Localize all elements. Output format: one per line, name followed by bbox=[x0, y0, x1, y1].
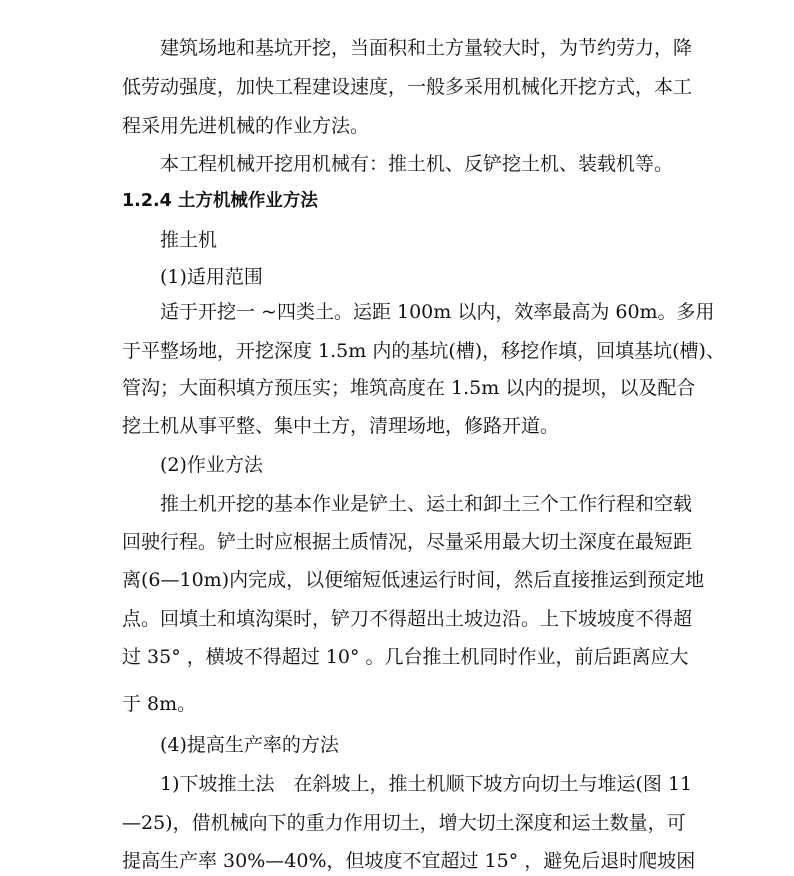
paragraph-line: 低劳动强度，加快工程建设速度，一般多采用机械化开挖方式，本工 bbox=[122, 76, 693, 98]
paragraph-line: —25)，借机械向下的重力作用切土，增大切土深度和运土数量，可 bbox=[122, 812, 686, 834]
paragraph-line: 挖土机从事平整、集中土方，清理场地，修路开道。 bbox=[122, 415, 560, 437]
paragraph-line: 1)下坡推土法 在斜坡上，推土机顺下坡方向切土与堆运(图 11 bbox=[160, 773, 693, 795]
paragraph-line: 点。回填土和填沟渠时，铲刀不得超出土坡边沿。上下坡坡度不得超 bbox=[122, 608, 693, 630]
paragraph-line: 程采用先进机械的作业方法。 bbox=[122, 115, 370, 137]
subsection-title: 推土机 bbox=[160, 229, 218, 251]
paragraph-line: 本工程机械开挖用机械有：推土机、反铲挖土机、装载机等。 bbox=[160, 153, 674, 175]
item-title: (2)作业方法 bbox=[160, 454, 263, 476]
paragraph-line: 建筑场地和基坑开挖，当面积和土方量较大时，为节约劳力，降 bbox=[160, 37, 693, 59]
item-title: (1)适用范围 bbox=[160, 266, 263, 288]
paragraph-line: 提高生产率 30%—40%，但坡度不宜超过 15° ，避免后退时爬坡困 bbox=[122, 850, 696, 872]
paragraph-line: 回驶行程。铲土时应根据土质情况，尽量采用最大切土深度在最短距 bbox=[122, 531, 693, 553]
section-heading: 1.2.4 土方机械作业方法 bbox=[122, 191, 318, 211]
item-title: (4)提高生产率的方法 bbox=[160, 734, 339, 756]
paragraph-line: 管沟；大面积填方预压实；堆筑高度在 1.5m 以内的提坝，以及配合 bbox=[122, 377, 696, 399]
paragraph-line: 离(6—10m)内完成，以便缩短低速运行时间，然后直接推运到预定地 bbox=[122, 569, 705, 591]
paragraph-line: 过 35° ，横坡不得超过 10° 。几台推土机同时作业，前后距离应大 bbox=[122, 646, 689, 668]
paragraph-line: 于平整场地，开挖深度 1.5m 内的基坑(槽)，移挖作填，回填基坑(槽)、 bbox=[122, 340, 725, 362]
paragraph-line: 于 8m。 bbox=[122, 693, 197, 715]
paragraph-line: 适于开挖一 ~四类土。运距 100m 以内，效率最高为 60m。多用 bbox=[160, 301, 715, 323]
paragraph-line: 推土机开挖的基本作业是铲土、运土和卸土三个工作行程和空载 bbox=[160, 493, 693, 515]
